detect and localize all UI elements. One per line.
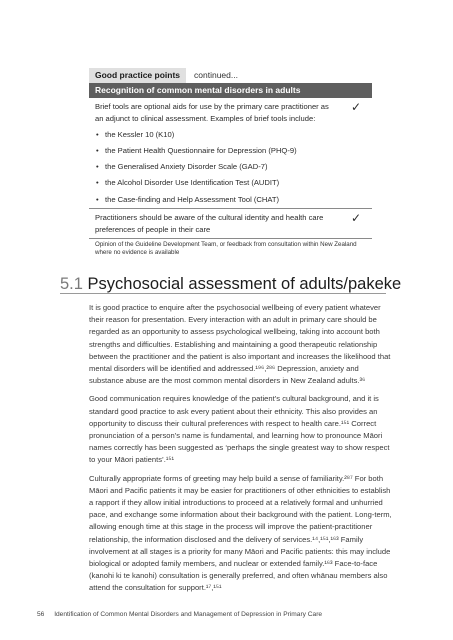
list-item: • the Generalised Anxiety Disorder Scale (GAD-7) [95,161,334,173]
checkmark-icon: ✓ [350,100,362,114]
paragraph: Culturally appropriate forms of greeting may help build a sense of familiarity.²⁸⁷ For both Māori and Pacific patients it may be easier for practitioners of other ethnicities to establish a rapport if they allow initial introductions to proceed at a relatively formal and unhurried pace, and exchange some information about their background with the patient. Long-term, allowing enough time at this stage in the process will improve the patient-practitioner relationship, the information disclosed and the delivery of services.¹⁴,¹⁵¹,¹⁶³ Family involvement at all stages is a priority for many Māori and Pacific patients: this may include biological or adopted family members, and nuclear or extended family.¹⁶³ Face-to-face (kanohi ki te kanohi) consultation is generally preferred, and often whānau members also attend the consultation for support.¹⁷,¹⁵¹ [89,473,392,593]
section-heading [60,274,401,294]
body-text [89,302,394,601]
list-item: • the Patient Health Questionnaire for Depression (PHQ-9) [95,145,334,157]
paragraph: It is good practice to enquire after the psychosocial wellbeing of every patient whatever their reason for presentation. Every interaction with an adult in primary care should be regarded as an opportunity to assess psychological wellbeing, taking into account both strengths and difficulties. Establishing and maintaining a good therapeutic relationship between the practitioner and the patient is also important and increases the likelihood that mental disorders will be identified and addressed.¹⁹⁶,²⁸⁶ Depression, anxiety and substance abuse are the most common mental disorders in New Zealand adults.³⁶ [89,303,391,386]
paragraph: Good communication requires knowledge of the patient’s cultural background, and it is standard good practice to ask every patient about their ethnicity. This also provides an opportunity to discuss their cultural preferences with respect to health care.¹⁵¹ Correct pronunciation of a person’s name is fundamental, and learning how to pronounce Māori names correctly has been suggested as ‘perhaps the single greatest way to show respect to your Māori patients’.¹⁵¹ [89,394,390,465]
section-number: 5.1 [60,275,83,293]
list-item: • the Alcohol Disorder Use Identification Test (AUDIT) [95,177,334,189]
box-footnote [89,239,372,260]
list-item: • the Kessler 10 (K10) [95,129,334,141]
page-footer [37,611,322,618]
practice-point-cultural [89,209,372,239]
box-title: Recognition of common mental disorders in adults [89,83,372,98]
practice-point-text [89,98,340,208]
brief-tools-list [95,129,334,205]
footer-title: Identification of Common Mental Disorders and Management of Depression in Primary Care [54,611,323,618]
checkmark-icon: ✓ [350,211,362,226]
page-number: 56 [37,611,45,618]
section-divider [60,293,386,294]
practice-point-brief-tools [89,98,372,209]
good-practice-tab: Good practice points [89,68,186,83]
good-practice-header [89,68,372,83]
practice-point-text: Practitioners should be aware of the cultural identity and health care preferences of people in their care [95,213,324,234]
good-practice-box [89,68,372,260]
practice-point-intro: Brief tools are optional aids for use by the primary care practitioner as an adjunct to clinical assessment. Examples of brief tools include: [95,102,329,123]
list-item: • the Case-finding and Help Assessment Tool (CHAT) [95,194,334,206]
continued-label: continued... [194,70,238,80]
section-title: Psychosocial assessment of adults/pakeke [87,275,402,293]
tick-legend-text: Opinion of the Guideline Development Team, or feedback from consultation within New Zealand where no evidence is available [95,241,357,257]
